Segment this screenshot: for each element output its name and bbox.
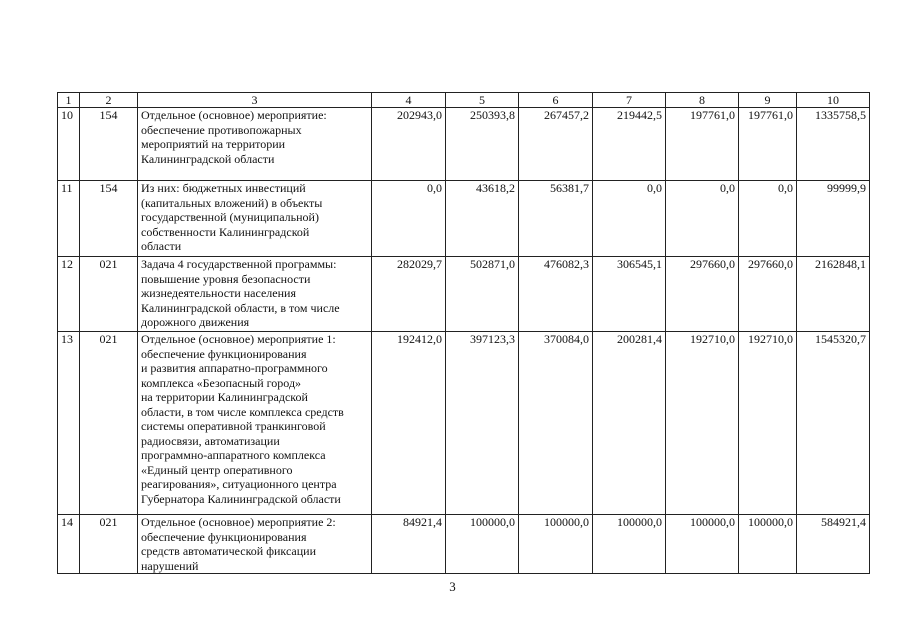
value-cell: 192710,0 bbox=[666, 332, 739, 515]
description-line: Задача 4 государственной программы: bbox=[141, 257, 337, 271]
row-description bbox=[138, 515, 372, 574]
row-code: 154 bbox=[80, 181, 138, 257]
value-cell: 202943,0 bbox=[372, 108, 446, 181]
value-cell: 84921,4 bbox=[372, 515, 446, 574]
column-header: 10 bbox=[797, 93, 870, 108]
description-line: радиосвязи, автоматизации bbox=[141, 433, 280, 448]
value-cell: 282029,7 bbox=[372, 257, 446, 332]
value-cell: 1545320,7 bbox=[797, 332, 870, 515]
value-cell: 476082,3 bbox=[519, 257, 593, 332]
value-cell: 192710,0 bbox=[739, 332, 797, 515]
column-header: 3 bbox=[138, 93, 372, 108]
value-cell: 297660,0 bbox=[666, 257, 739, 332]
description-line: обеспечение функционирования bbox=[141, 529, 307, 544]
value-cell: 100000,0 bbox=[593, 515, 666, 574]
description-line: мероприятий на территории bbox=[141, 137, 286, 151]
description-line: жизнедеятельности населения bbox=[141, 286, 296, 300]
row-description bbox=[138, 108, 372, 181]
value-cell: 297660,0 bbox=[739, 257, 797, 332]
description-line: области, в том числе комплекса средств bbox=[141, 404, 344, 419]
value-cell: 197761,0 bbox=[739, 108, 797, 181]
value-cell: 2162848,1 bbox=[797, 257, 870, 332]
table-row bbox=[58, 257, 870, 332]
budget-table bbox=[57, 92, 870, 574]
description-line: Отдельное (основное) мероприятие: bbox=[141, 108, 327, 122]
value-cell: 100000,0 bbox=[739, 515, 797, 574]
description-line: Калининградской области, в том числе bbox=[141, 300, 340, 315]
column-header: 2 bbox=[80, 93, 138, 108]
value-cell: 200281,4 bbox=[593, 332, 666, 515]
description-line: программно-аппаратного комплекса bbox=[141, 448, 326, 462]
value-cell: 100000,0 bbox=[519, 515, 593, 574]
row-number: 11 bbox=[58, 181, 80, 257]
value-cell: 99999,9 bbox=[797, 181, 870, 257]
column-header: 4 bbox=[372, 93, 446, 108]
value-cell: 306545,1 bbox=[593, 257, 666, 332]
value-cell: 397123,3 bbox=[446, 332, 519, 515]
row-code: 021 bbox=[80, 515, 138, 574]
description-line: комплекса «Безопасный город» bbox=[141, 375, 302, 390]
description-line: Отдельное (основное) мероприятие 2: bbox=[141, 515, 336, 529]
description-line: системы оперативной транкинговой bbox=[141, 419, 326, 433]
row-description bbox=[138, 181, 372, 257]
description-line: собственности Калининградской bbox=[141, 224, 310, 239]
description-line: дорожного движения bbox=[141, 315, 250, 329]
description-line: Калининградской области bbox=[141, 151, 275, 166]
row-number: 12 bbox=[58, 257, 80, 332]
table-row bbox=[58, 515, 870, 574]
description-line: Из них: бюджетных инвестиций bbox=[141, 181, 306, 195]
value-cell: 0,0 bbox=[593, 181, 666, 257]
row-description bbox=[138, 332, 372, 515]
column-header: 9 bbox=[739, 93, 797, 108]
value-cell: 43618,2 bbox=[446, 181, 519, 257]
description-line: государственной (муниципальной) bbox=[141, 210, 319, 224]
header-row bbox=[58, 93, 870, 108]
description-line: Губернатора Калининградской области bbox=[141, 491, 341, 506]
description-line: на территории Калининградской bbox=[141, 390, 308, 404]
value-cell: 0,0 bbox=[372, 181, 446, 257]
description-line: «Единый центр оперативного bbox=[141, 462, 293, 477]
description-line: Отдельное (основное) мероприятие 1: bbox=[141, 332, 336, 346]
value-cell: 192412,0 bbox=[372, 332, 446, 515]
row-code: 021 bbox=[80, 332, 138, 515]
table-row bbox=[58, 108, 870, 181]
table-row bbox=[58, 332, 870, 515]
value-cell: 0,0 bbox=[739, 181, 797, 257]
value-cell: 219442,5 bbox=[593, 108, 666, 181]
value-cell: 267457,2 bbox=[519, 108, 593, 181]
row-number: 14 bbox=[58, 515, 80, 574]
value-cell: 250393,8 bbox=[446, 108, 519, 181]
row-number: 10 bbox=[58, 108, 80, 181]
column-header: 8 bbox=[666, 93, 739, 108]
value-cell: 197761,0 bbox=[666, 108, 739, 181]
description-line: средств автоматической фиксации bbox=[141, 544, 317, 558]
value-cell: 56381,7 bbox=[519, 181, 593, 257]
value-cell: 1335758,5 bbox=[797, 108, 870, 181]
value-cell: 100000,0 bbox=[446, 515, 519, 574]
description-line: нарушений bbox=[141, 558, 199, 573]
value-cell: 0,0 bbox=[666, 181, 739, 257]
column-header: 6 bbox=[519, 93, 593, 108]
description-line: повышение уровня безопасности bbox=[141, 271, 311, 286]
value-cell: 584921,4 bbox=[797, 515, 870, 574]
row-number: 13 bbox=[58, 332, 80, 515]
description-line: области bbox=[141, 239, 182, 253]
description-line: (капитальных вложений) в объекты bbox=[141, 195, 323, 210]
value-cell: 100000,0 bbox=[666, 515, 739, 574]
value-cell: 370084,0 bbox=[519, 332, 593, 515]
column-header: 1 bbox=[58, 93, 80, 108]
description-line: обеспечение функционирования bbox=[141, 346, 307, 361]
row-code: 021 bbox=[80, 257, 138, 332]
value-cell: 502871,0 bbox=[446, 257, 519, 332]
description-line: реагирования», ситуационного центра bbox=[141, 477, 337, 491]
row-code: 154 bbox=[80, 108, 138, 181]
column-header: 5 bbox=[446, 93, 519, 108]
description-line: и развития аппаратно-программного bbox=[141, 361, 328, 375]
page-number: 3 bbox=[449, 579, 456, 594]
column-header: 7 bbox=[593, 93, 666, 108]
table-row bbox=[58, 181, 870, 257]
description-line: обеспечение противопожарных bbox=[141, 122, 302, 137]
row-description bbox=[138, 257, 372, 332]
table-body bbox=[58, 108, 870, 574]
